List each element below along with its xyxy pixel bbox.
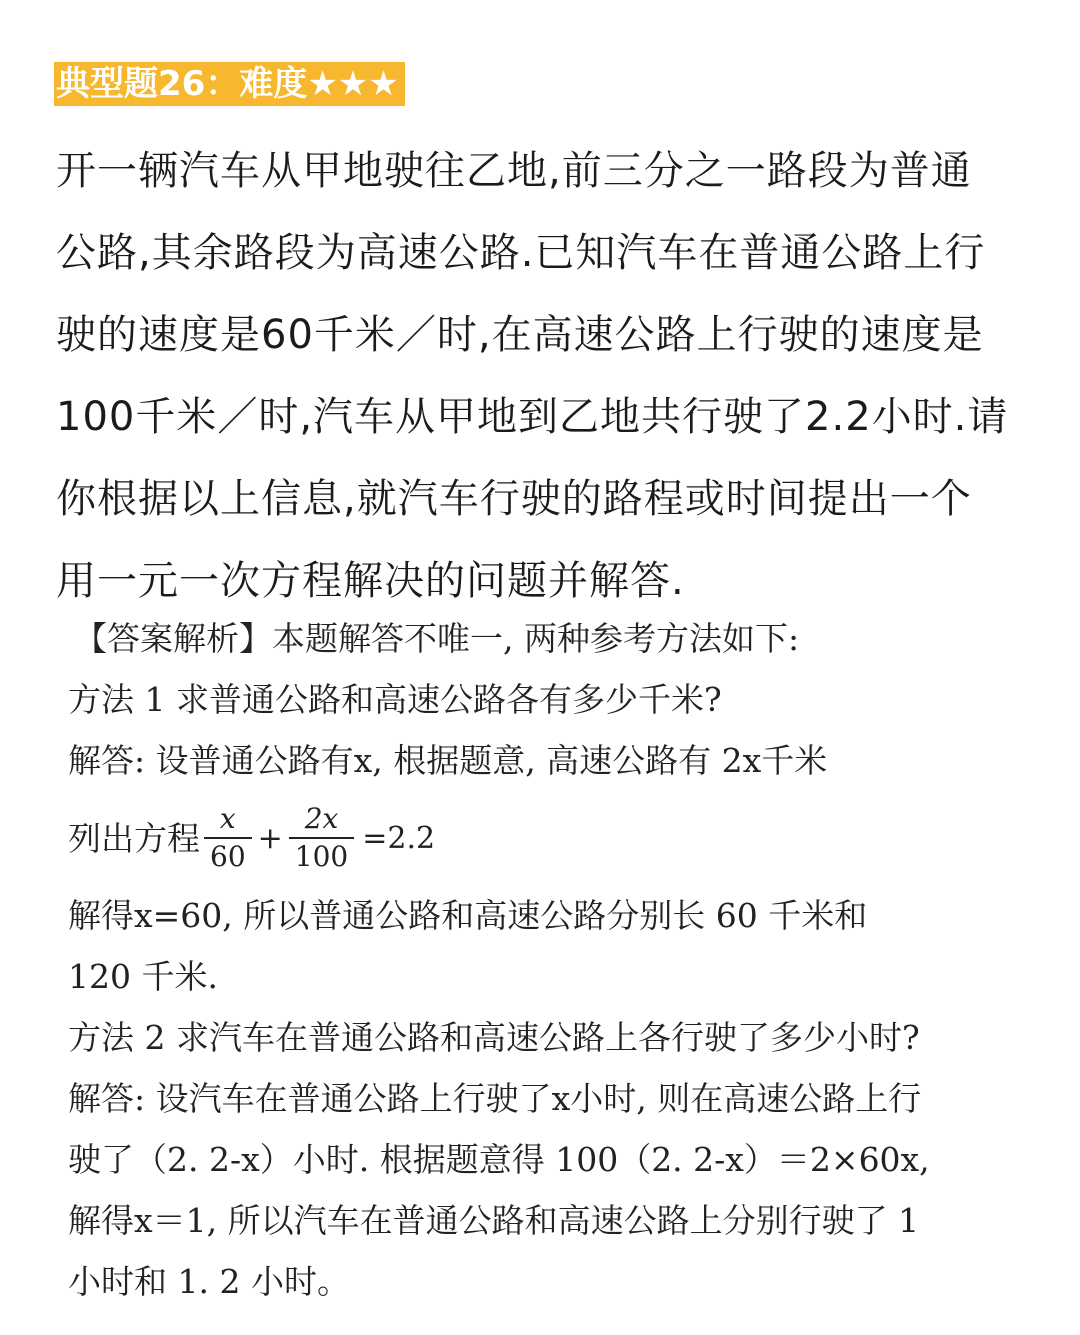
method-2-equation: 驶了（2. 2-x）小时. 根据题意得 100（2. 2-x）＝2×60x,: [68, 1140, 930, 1179]
question-line: 100千米／时,汽车从甲地到乙地共行驶了2.2小时.请: [56, 394, 1009, 440]
fraction-numerator: 2x: [304, 802, 339, 835]
method-1-solution-cont: 120 千米.: [68, 957, 218, 996]
equation-rhs: =2.2: [362, 820, 436, 856]
method-2-solution-cont: 小时和 1. 2 小时。: [68, 1262, 350, 1301]
method-2-question: 方法 2 求汽车在普通公路和高速公路上各行驶了多少小时?: [68, 1018, 920, 1057]
fraction-numerator: x: [219, 802, 236, 835]
method-1-question: 方法 1 求普通公路和高速公路各有多少千米?: [68, 680, 722, 719]
method-2-solution: 解得x＝1, 所以汽车在普通公路和高速公路上分别行驶了 1: [68, 1201, 920, 1240]
answer-heading: 【答案解析】本题解答不唯一, 两种参考方法如下:: [74, 619, 800, 658]
plus-sign: +: [257, 820, 283, 856]
question-line: 驶的速度是60千米／时,在高速公路上行驶的速度是: [56, 312, 984, 358]
question-line: 用一元一次方程解决的问题并解答.: [56, 558, 685, 604]
equation-prefix: 列出方程: [68, 818, 200, 858]
fraction-2x-over-100: [289, 801, 354, 875]
method-1-equation: [68, 791, 1028, 885]
question-line: 你根据以上信息,就汽车行驶的路程或时间提出一个: [56, 476, 972, 522]
question-line: 开一辆汽车从甲地驶往乙地,前三分之一路段为普通: [56, 148, 972, 194]
method-1-setup: 解答: 设普通公路有x, 根据题意, 高速公路有 2x千米: [68, 741, 828, 780]
method-1-solution: 解得x=60, 所以普通公路和高速公路分别长 60 千米和: [68, 896, 868, 935]
question-text: [56, 130, 1036, 622]
answer-analysis: [68, 608, 1028, 1312]
question-line: 公路,其余路段为高速公路.已知汽车在普通公路上行: [56, 230, 986, 276]
problem-title: 典型题26：难度★★★: [54, 62, 405, 106]
fraction-denominator: 100: [294, 840, 349, 873]
fraction-x-over-60: [204, 801, 252, 875]
fraction-denominator: 60: [210, 840, 246, 873]
method-2-setup: 解答: 设汽车在普通公路上行驶了x小时, 则在高速公路上行: [68, 1079, 922, 1118]
